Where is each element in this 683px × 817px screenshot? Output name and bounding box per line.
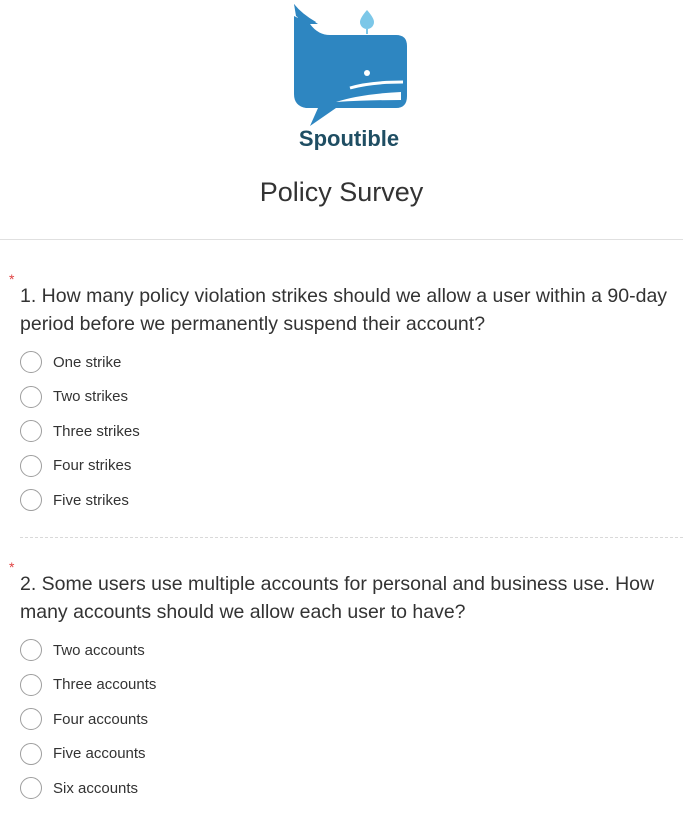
whale-icon — [294, 16, 407, 126]
radio-button[interactable] — [20, 351, 42, 373]
radio-option-five-accounts[interactable] — [20, 737, 156, 772]
radio-group — [20, 633, 156, 806]
question-text: 2. Some users use multiple accounts for personal and business use. How many accounts should we allow each user to have? — [20, 573, 655, 623]
radio-option-six-accounts[interactable] — [20, 771, 156, 806]
required-indicator: * — [9, 271, 15, 287]
radio-button[interactable] — [20, 777, 42, 799]
page-title: Policy Survey — [259, 177, 424, 207]
question-divider — [20, 537, 683, 538]
required-indicator: * — [9, 559, 15, 575]
radio-option-four-strikes[interactable] — [20, 449, 140, 484]
radio-label: Five strikes — [53, 491, 129, 509]
radio-button[interactable] — [20, 639, 42, 661]
radio-button[interactable] — [20, 743, 42, 765]
radio-option-two-accounts[interactable] — [20, 633, 156, 668]
radio-option-one-strike[interactable] — [20, 345, 140, 380]
spoutible-logo — [290, 2, 412, 150]
radio-option-four-accounts[interactable] — [20, 702, 156, 737]
radio-label: Four accounts — [53, 710, 149, 728]
brand-wordmark: Spoutible — [298, 126, 400, 150]
survey-header — [0, 0, 683, 240]
radio-label: Three strikes — [53, 422, 140, 440]
radio-button[interactable] — [20, 489, 42, 511]
radio-label: Three accounts — [53, 676, 157, 694]
radio-button[interactable] — [20, 455, 42, 477]
question-text: 1. How many policy violation strikes should we allow a user within a 90-day period before we permanently suspend their account? — [20, 285, 668, 335]
droplet-icon — [360, 10, 374, 29]
radio-button[interactable] — [20, 674, 42, 696]
radio-button[interactable] — [20, 708, 42, 730]
radio-option-two-strikes[interactable] — [20, 380, 140, 415]
radio-label: One strike — [53, 353, 122, 371]
radio-option-five-strikes[interactable] — [20, 483, 140, 518]
radio-option-three-accounts[interactable] — [20, 668, 156, 703]
radio-label: Two accounts — [53, 641, 145, 659]
radio-label: Six accounts — [53, 779, 139, 797]
radio-button[interactable] — [20, 386, 42, 408]
radio-button[interactable] — [20, 420, 42, 442]
radio-label: Four strikes — [53, 457, 132, 475]
radio-group — [20, 345, 140, 518]
radio-label: Five accounts — [53, 745, 146, 763]
radio-label: Two strikes — [53, 388, 129, 406]
radio-option-three-strikes[interactable] — [20, 414, 140, 449]
